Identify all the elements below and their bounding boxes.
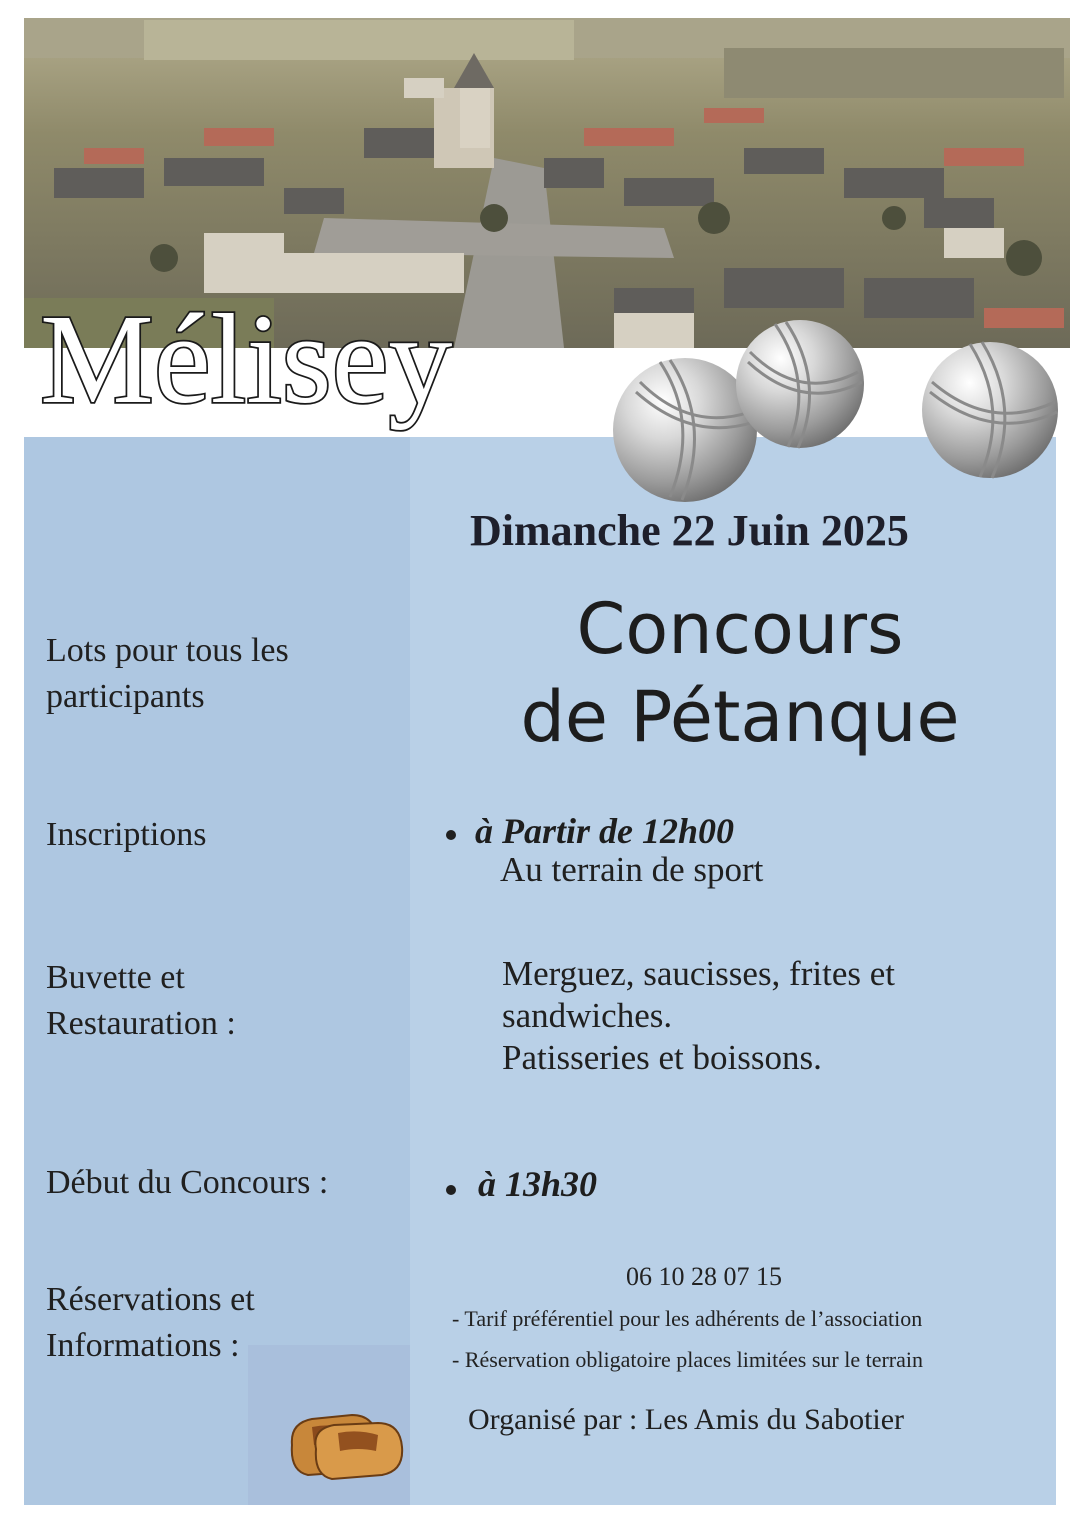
debut-label: Début du Concours :: [46, 1164, 329, 1201]
menu-line2: sandwiches.: [502, 996, 673, 1035]
inscriptions-place: Au terrain de sport: [500, 850, 764, 889]
note-reservation: - Réservation obligatoire places limitées sur le terrain: [452, 1347, 924, 1372]
reservations-label: [46, 1277, 255, 1369]
menu-line3: Patisseries et boissons.: [502, 1038, 822, 1077]
organiser: Organisé par : Les Amis du Sabotier: [468, 1403, 905, 1436]
wooden-clogs-icon: [282, 1405, 408, 1481]
lots-label-line2: participants: [46, 678, 205, 715]
reservations-label-line2: Informations :: [46, 1327, 240, 1364]
event-title-line2: de Pétanque: [520, 676, 960, 758]
bullet-icon: [446, 830, 456, 840]
lots-label: [46, 628, 289, 720]
food-menu: [502, 953, 895, 1079]
event-title-line1: Concours: [576, 588, 904, 670]
event-title: [490, 585, 990, 761]
phone-number: 06 10 28 07 15: [626, 1262, 782, 1291]
event-date: Dimanche 22 Juin 2025: [470, 506, 909, 555]
town-name-title: [36, 280, 596, 450]
buvette-label-line2: Restauration :: [46, 1005, 236, 1042]
inscriptions-label: Inscriptions: [46, 816, 207, 853]
bullet-icon: [446, 1185, 456, 1195]
note-tarif: - Tarif préférentiel pour les adhérents de l’association: [452, 1306, 923, 1331]
buvette-label: [46, 955, 236, 1047]
town-name: Mélisey: [40, 288, 453, 430]
petanque-boules-icon: [600, 312, 1070, 512]
inscriptions-time: à Partir de 12h00: [475, 811, 735, 851]
menu-line1: Merguez, saucisses, frites et: [502, 954, 895, 993]
lots-label-line1: Lots pour tous les: [46, 632, 289, 669]
debut-time: à 13h30: [478, 1164, 598, 1204]
reservations-label-line1: Réservations et: [46, 1281, 255, 1318]
buvette-label-line1: Buvette et: [46, 959, 185, 996]
